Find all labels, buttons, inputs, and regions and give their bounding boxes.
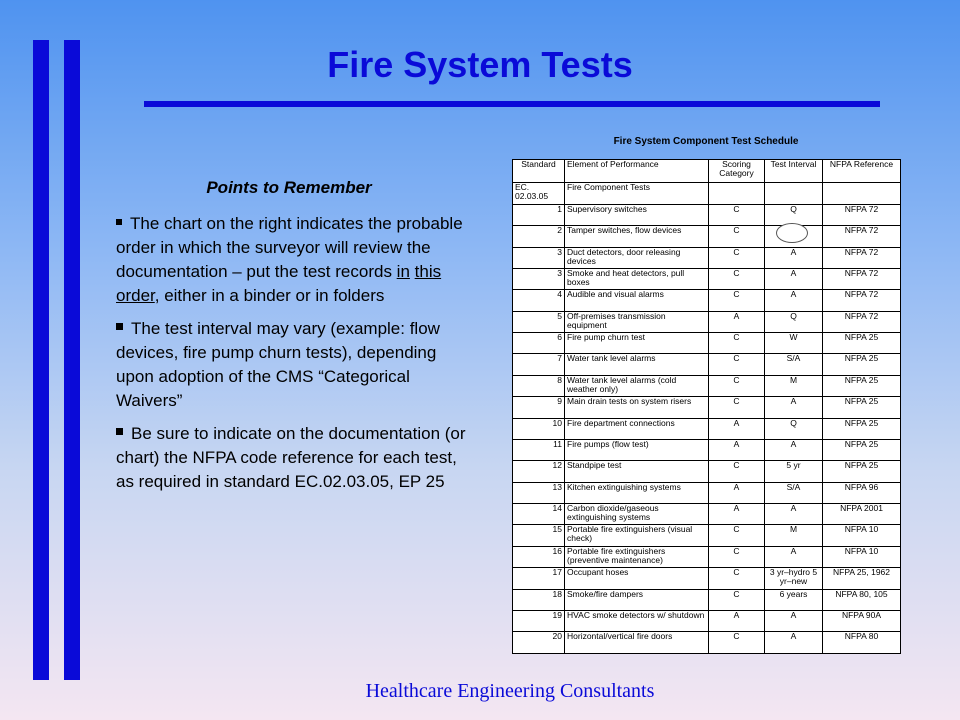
std-cell: 11 [513,439,565,460]
table-row [513,482,901,503]
category-cell: C [709,568,765,589]
std-cell: 14 [513,504,565,525]
points-heading: Points to Remember [206,178,372,197]
bullet-2 [116,317,466,413]
underlined-word-this: this [414,262,442,281]
table-row [513,439,901,460]
bullet-marker-icon [116,323,123,330]
element-cell: Portable fire extinguishers (visual check) [565,525,709,546]
category-cell: C [709,632,765,654]
bullet-3-text: Be sure to indicate on the documentation (or chart) the NFPA code reference for each test, as required in standard EC.02.03.05, EP 25 [116,424,466,491]
std-cell: 19 [513,610,565,631]
empty-cell [709,183,765,204]
reference-cell: NFPA 2001 [823,504,901,525]
title-underline [144,101,880,107]
interval-cell: A [765,439,823,460]
bullet-marker-icon [116,428,123,435]
interval-cell: A [765,610,823,631]
table-row [513,226,901,247]
empty-cell [765,183,823,204]
category-cell: C [709,375,765,396]
schedule-title: Fire System Component Test Schedule [613,136,799,147]
element-cell: Water tank level alarms (cold weather only) [565,375,709,396]
interval-cell: 5 yr [765,461,823,482]
element-cell: Main drain tests on system risers [565,397,709,418]
section-label-cell: Fire Component Tests [565,183,709,204]
bullet-1-text: The chart on the right indicates the probable order in which the surveyor will review the documentation – put the test records [116,214,463,281]
element-cell: Horizontal/vertical fire doors [565,632,709,654]
table-row [513,610,901,631]
element-cell: Standpipe test [565,461,709,482]
element-cell: Fire pumps (flow test) [565,439,709,460]
reference-cell: NFPA 25 [823,439,901,460]
element-cell: Audible and visual alarms [565,290,709,311]
table-row [513,268,901,289]
bullet-2-text: The test interval may vary (example: flow devices, fire pump churn tests), depending upon adoption of the CMS “Categorical Waivers” [116,319,440,410]
test-schedule-table [512,159,901,654]
std-cell: 6 [513,333,565,354]
table-row [513,546,901,567]
table-row [513,311,901,332]
empty-cell [823,183,901,204]
element-cell: Tamper switches, flow devices [565,226,709,247]
reference-cell: NFPA 25 [823,375,901,396]
left-vertical-bar-inner [64,40,80,680]
std-cell: 10 [513,418,565,439]
reference-cell: NFPA 72 [823,204,901,225]
category-cell: C [709,589,765,610]
category-cell: A [709,610,765,631]
table-row [513,589,901,610]
std-cell: 18 [513,589,565,610]
interval-cell: Q [765,418,823,439]
bullet-list [116,212,466,503]
reference-cell: NFPA 10 [823,525,901,546]
header-standard: Standard [513,160,565,183]
category-cell: A [709,418,765,439]
slide-title: Fire System Tests [327,44,633,85]
category-cell: A [709,311,765,332]
reference-cell: NFPA 72 [823,247,901,268]
category-cell: C [709,226,765,247]
interval-cell: A [765,268,823,289]
element-cell: Portable fire extinguishers (preventive maintenance) [565,546,709,567]
table-row [513,632,901,654]
reference-cell: NFPA 96 [823,482,901,503]
bullet-marker-icon [116,219,122,225]
interval-cell: M [765,375,823,396]
element-cell: Occupant hoses [565,568,709,589]
category-cell: A [709,504,765,525]
interval-cell: Q [765,311,823,332]
underlined-word-in: in [396,262,410,281]
underlined-word-order: order [116,286,155,305]
table-row [513,333,901,354]
footer-text: Healthcare Engineering Consultants [365,680,655,702]
category-cell: C [709,354,765,375]
bullet-1-text-end: , either in a binder or in folders [154,286,385,305]
std-cell: 1 [513,204,565,225]
table-row [513,504,901,525]
table-row [513,397,901,418]
element-cell: Smoke/fire dampers [565,589,709,610]
category-cell: C [709,461,765,482]
element-cell: Duct detectors, door releasing devices [565,247,709,268]
std-cell: 20 [513,632,565,654]
element-cell: Water tank level alarms [565,354,709,375]
reference-cell: NFPA 25 [823,418,901,439]
element-cell: Supervisory switches [565,204,709,225]
table-row [513,204,901,225]
reference-cell: NFPA 72 [823,290,901,311]
standard-row [513,183,901,204]
reference-cell: NFPA 72 [823,268,901,289]
reference-cell: NFPA 80 [823,632,901,654]
reference-cell: NFPA 10 [823,546,901,567]
element-cell: Smoke and heat detectors, pull boxes [565,268,709,289]
std-cell: 8 [513,375,565,396]
category-cell: C [709,546,765,567]
table-row [513,375,901,396]
highlight-oval [776,223,808,243]
std-cell: 2 [513,226,565,247]
std-cell: 13 [513,482,565,503]
interval-cell: A [765,504,823,525]
header-nfpa-reference: NFPA Reference [823,160,901,183]
category-cell: C [709,397,765,418]
std-cell: 17 [513,568,565,589]
category-cell: C [709,333,765,354]
interval-cell: W [765,333,823,354]
table-row [513,461,901,482]
reference-cell: NFPA 90A [823,610,901,631]
category-cell: C [709,247,765,268]
std-cell: 7 [513,354,565,375]
interval-cell: S/A [765,482,823,503]
bullet-1 [116,212,466,308]
std-cell: 9 [513,397,565,418]
std-cell: 5 [513,311,565,332]
header-test-interval: Test Interval [765,160,823,183]
std-cell: 15 [513,525,565,546]
reference-cell: NFPA 72 [823,311,901,332]
table-row [513,290,901,311]
element-cell: Carbon dioxide/gaseous extinguishing systems [565,504,709,525]
std-cell: 3 [513,268,565,289]
table-row [513,525,901,546]
category-cell: A [709,482,765,503]
reference-cell: NFPA 80, 105 [823,589,901,610]
reference-cell: NFPA 72 [823,226,901,247]
header-scoring-category: Scoring Category [709,160,765,183]
reference-cell: NFPA 25 [823,354,901,375]
standard-ref-cell: EC. 02.03.05 [513,183,565,204]
std-cell: 12 [513,461,565,482]
header-element: Element of Performance [565,160,709,183]
std-cell: 4 [513,290,565,311]
interval-cell: A [765,247,823,268]
interval-cell: Q [765,204,823,225]
interval-cell: 3 yr–hydro 5 yr–new [765,568,823,589]
category-cell: C [709,525,765,546]
left-vertical-bar-outer [33,40,49,680]
table-row [513,354,901,375]
element-cell: Fire department connections [565,418,709,439]
interval-cell: M [765,525,823,546]
interval-cell: 6 years [765,589,823,610]
std-cell: 3 [513,247,565,268]
element-cell: Off-premises transmission equipment [565,311,709,332]
reference-cell: NFPA 25, 1962 [823,568,901,589]
interval-cell: A [765,397,823,418]
element-cell: Fire pump churn test [565,333,709,354]
interval-cell: A [765,546,823,567]
table-row [513,247,901,268]
bullet-3 [116,422,466,494]
interval-cell: A [765,290,823,311]
reference-cell: NFPA 25 [823,333,901,354]
interval-cell: S/A [765,354,823,375]
category-cell: C [709,204,765,225]
category-cell: C [709,268,765,289]
reference-cell: NFPA 25 [823,461,901,482]
category-cell: C [709,290,765,311]
table-row [513,418,901,439]
std-cell: 16 [513,546,565,567]
table-header-row [513,160,901,183]
reference-cell: NFPA 25 [823,397,901,418]
category-cell: A [709,439,765,460]
interval-cell: A [765,632,823,654]
table-row [513,568,901,589]
element-cell: Kitchen extinguishing systems [565,482,709,503]
element-cell: HVAC smoke detectors w/ shutdown [565,610,709,631]
